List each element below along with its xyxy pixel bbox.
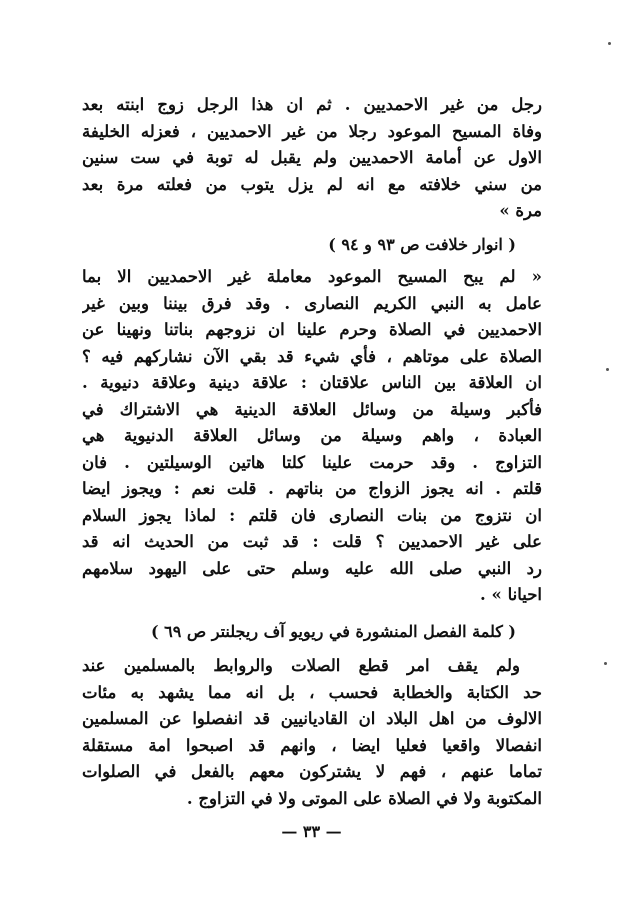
paragraph-2 <box>82 264 542 609</box>
text-line: ان نتزوج من بنات النصارى فان قلتم : لماذا يجوز السلام <box>82 505 542 525</box>
citation-anwar-khilafat: ( انوار خلافت ص ٩٣ و ٩٤ ) <box>328 235 516 254</box>
text-line: انفصالا واقعيا فعليا ايضا ، وانهم قد اصبحوا امة مستقلة <box>82 735 542 755</box>
text-line: عامل به النبي الكريم النصارى . وقد فرق بيننا وبين غير <box>82 293 542 313</box>
paragraph-3 <box>82 653 542 812</box>
paragraph-1 <box>82 92 542 225</box>
text-line: رجل من غير الاحمديين . ثم ان هذا الرجل زوج ابنته بعد <box>82 95 542 114</box>
text-line: « لم يبح المسيح الموعود معاملة غير الاحمديين الا بما <box>82 267 542 286</box>
text-line: وفاة المسيح الموعود رجلا من غير الاحمديين ، فعزله الخليفة <box>82 121 542 141</box>
text-line: تماما عنهم ، فهم لا يشتركون معهم بالفعل في الصلوات <box>82 762 542 781</box>
text-line: الاحمديين في الصلاة وحرم علينا ان نزوجهم بناتنا ونهينا عن <box>82 320 542 339</box>
text-line: حد الكتابة والخطابة فحسب ، بل انه مما يشهد به مئات <box>82 682 542 702</box>
citation-kalimat-al-fasl: ( كلمة الفصل المنشورة في ريويو آف ريجلنتر ص ٦٩ ) <box>150 622 516 641</box>
text-line: العبادة ، واهم وسيلة من وسائل العلاقة الدنيوية هي <box>82 426 542 445</box>
text-line: على غير الاحمديين ؟ قلت : قد ثبت من الحديث انه قد <box>82 532 542 551</box>
text-line: قلتم . انه يجوز الزواج من بناتهم . قلت نعم : ويجوز ايضا <box>82 479 542 498</box>
text-line: من سني خلافته مع انه لم يزل يتوب من فعلته مرة بعد <box>82 174 542 194</box>
text-line: احيانا » . <box>480 585 542 604</box>
text-line: المكتوبة ولا في الصلاة على الموتى ولا في التزاوج . <box>186 788 542 808</box>
scan-speck <box>604 662 607 665</box>
text-line: الصلاة على موتاهم ، فأي شيء قد بقي الآن نشاركهم فيه ؟ <box>82 346 542 366</box>
text-line: التزاوج . وقد حرمت علينا كلتا هاتين الوسيلتين . فان <box>82 452 542 472</box>
page-number: — ٣٣ — <box>281 822 342 841</box>
text-line: ان العلاقة بين الناس علاقتان : علاقة دينية وعلاقة دنيوية . <box>82 373 542 392</box>
text-line: فأكبر وسيلة من وسائل العلاقة الدينية هي الاشتراك في <box>82 399 542 419</box>
scan-speck <box>606 368 609 371</box>
scan-speck <box>608 42 611 45</box>
text-line: الالوف من اهل البلاد ان القاديانيين قد انفصلوا عن المسلمين <box>82 709 542 728</box>
text-line: ولم يقف امر قطع الصلات والروابط بالمسلمين عند <box>82 656 520 675</box>
text-line: رد النبي صلى الله عليه وسلم حتى على اليهود سلامهم <box>82 558 542 578</box>
text-line: الاول عن أمامة الاحمديين ولم يقبل له توبة في ست سنين <box>82 148 542 167</box>
text-line: مرة » <box>499 201 542 220</box>
